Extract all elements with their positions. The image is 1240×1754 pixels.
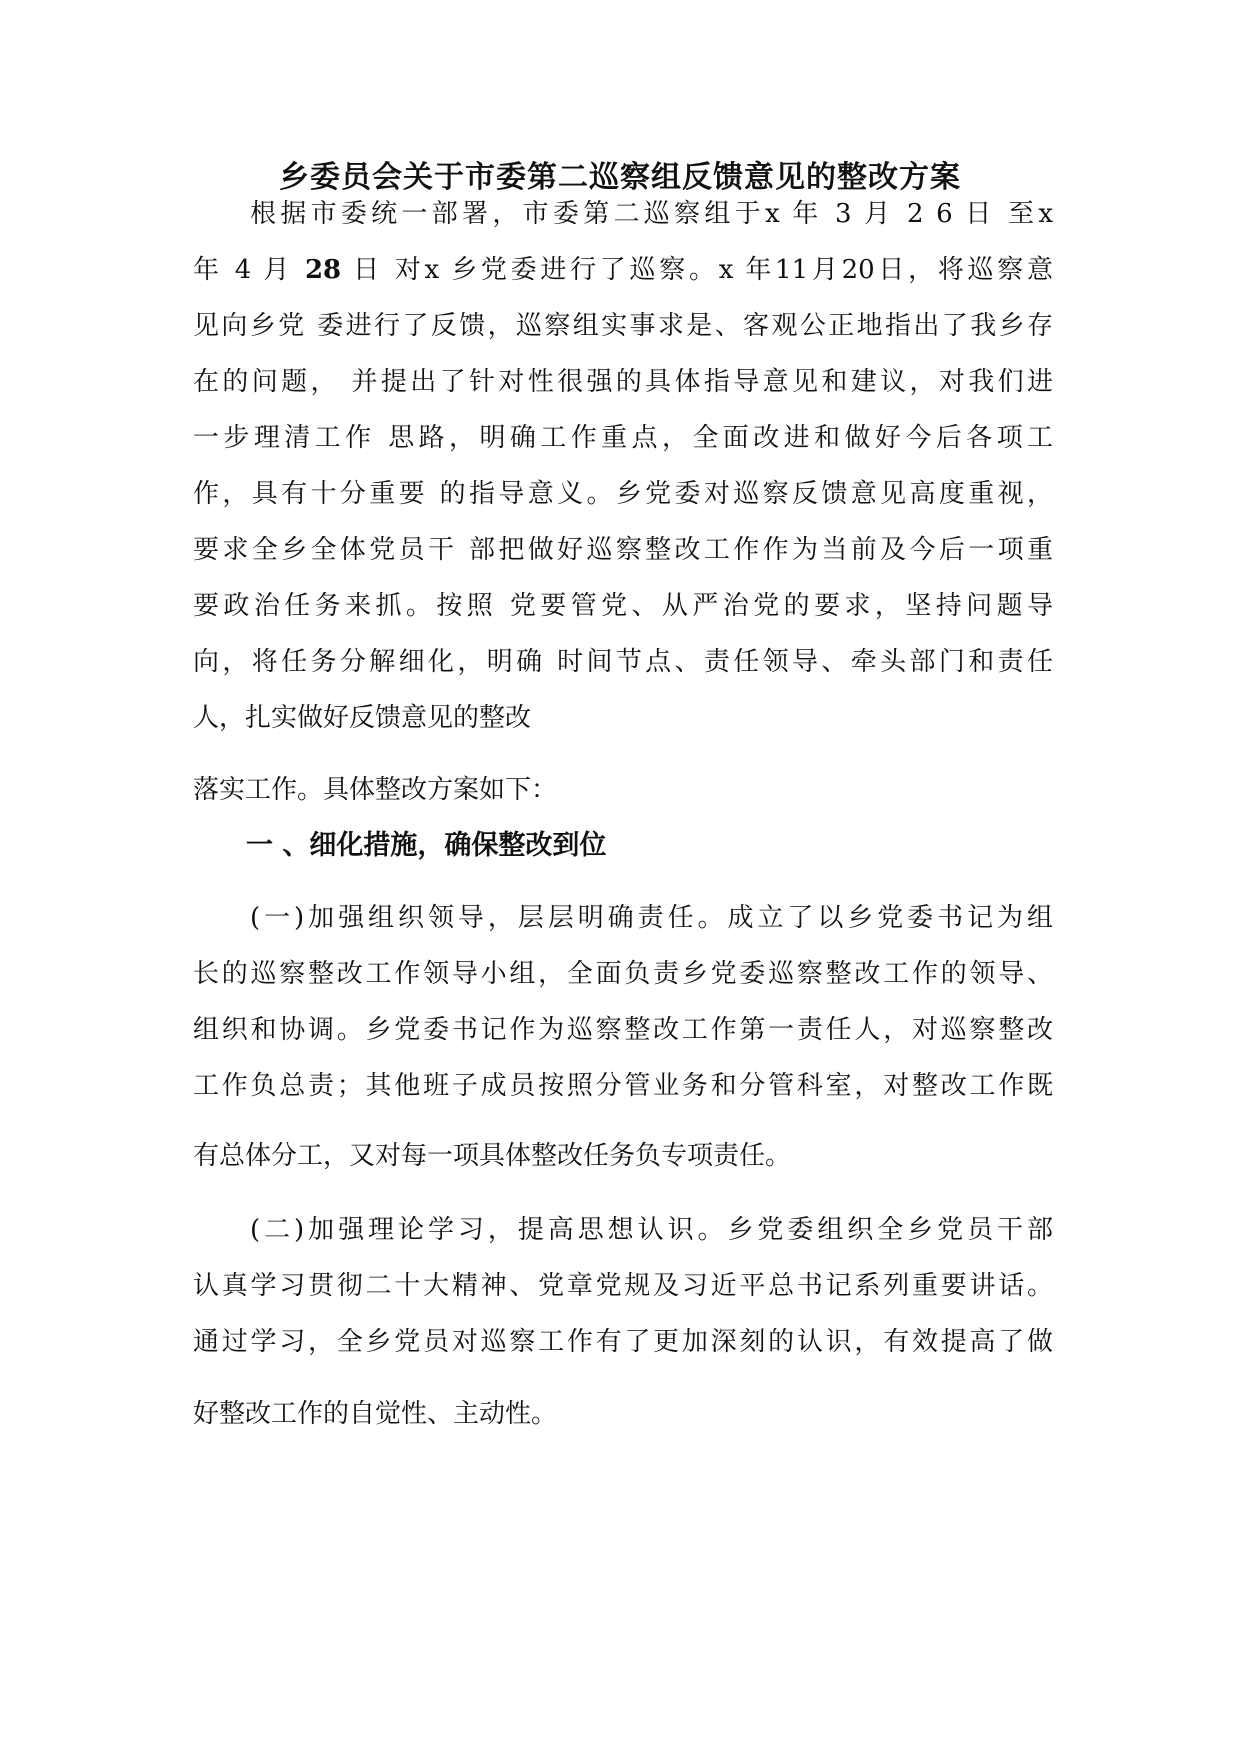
para-1-line-1: (一)加强组织领导，层层明确责任。成立了以乡党委书记为组 [250,903,1053,933]
intro-line-7: 要求全乡全体党员干 部把做好巡察整改工作作为当前及今后一项重 [193,535,1053,565]
para-1-line-2: 长的巡察整改工作领导小组，全面负责乡党委巡察整改工作的领导、 [193,959,1053,989]
intro-line-10: 人，扎实做好反馈意见的整改 [193,703,532,733]
intro-date-day-bold: 28 [304,255,342,285]
intro-line-5: 一步理清工作 思路，明确工作重点，全面改进和做好今后各项工 [193,423,1053,453]
intro-line-3: 见向乡党 委进行了反馈，巡察组实事求是、客观公正地指出了我乡存 [193,311,1053,341]
intro-line-2-part-b: 日 对x 乡党委进行了巡察。x 年11月20日，将巡察意 [341,255,1053,285]
section-1-heading: 一 、细化措施，确保整改到位 [246,830,607,861]
intro-line-2 [193,250,1053,290]
para-1-line-4: 工作负总责；其他班子成员按照分管业务和分管科室，对整改工作既 [193,1071,1053,1101]
para-2-line-1: (二)加强理论学习，提高思想认识。乡党委组织全乡党员干部 [250,1215,1053,1245]
document-title: 乡委员会关于市委第二巡察组反馈意见的整改方案 [279,160,961,195]
para-2-line-3: 通过学习，全乡党员对巡察工作有了更加深刻的认识，有效提高了做 [193,1327,1053,1357]
intro-line-1: 根据市委统一部署，市委第二巡察组于x 年 3 月 2 6 日 至x [250,199,1053,229]
intro-line-8: 要政治任务来抓。按照 党要管党、从严治党的要求，坚持问题导 [193,591,1053,621]
para-1-line-3: 组织和协调。乡党委书记作为巡察整改工作第一责任人，对巡察整改 [193,1015,1053,1045]
intro-line-11: 落实工作。具体整改方案如下： [193,775,558,805]
intro-line-6: 作，具有十分重要 的指导意义。乡党委对巡察反馈意见高度重视， [193,479,1053,509]
intro-line-2-part-a: 年 4 月 [193,255,305,285]
para-2-line-2: 认真学习贯彻二十大精神、党章党规及习近平总书记系列重要讲话。 [193,1271,1053,1301]
intro-line-4: 在的问题， 并提出了针对性很强的具体指导意见和建议，对我们进 [193,367,1053,397]
para-2-line-4: 好整改工作的自觉性、主动性。 [193,1399,558,1429]
intro-line-9: 向，将任务分解细化，明确 时间节点、责任领导、牵头部门和责任 [193,647,1053,677]
para-1-line-5: 有总体分工，又对每一项具体整改任务负专项责任。 [193,1141,792,1171]
